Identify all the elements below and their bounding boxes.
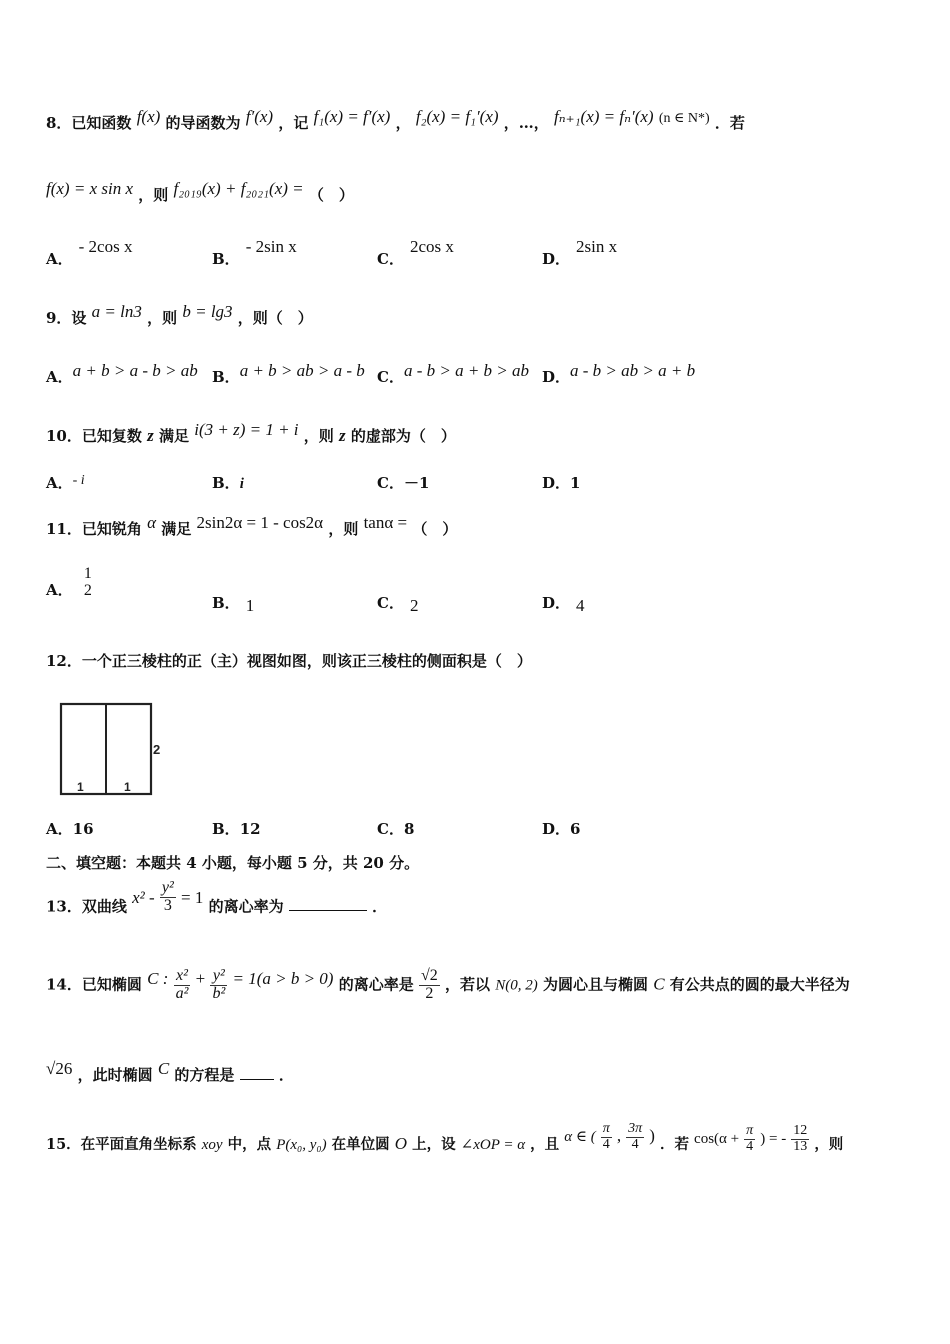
q14-text-f: ，此时椭圆 [77,1066,153,1084]
q14-text-g: 的方程是 [174,1066,235,1084]
q15-cos-fraction: $\frac{\pi}{4}$ [746,1123,754,1154]
q13-text-b: 的离心率为 [208,897,284,916]
q8-option-a-value: - 2cos x [78,237,133,256]
q14-eccentricity: $\frac{√2}{2}$ [420,967,438,1002]
q12-figure-label-right: 1 [124,780,131,794]
q8-text-e: ，则 [138,186,169,204]
q15-text-c: 在单位圆 [331,1136,390,1154]
q9-option-b-value: a + b > ab > a - b [239,361,365,380]
q11-option-c[interactable]: C． 2 [377,594,419,615]
q9-option-c[interactable]: C．a - b > a + b > ab [377,361,530,386]
q13-expr-x2: x² - [132,888,155,908]
q13-end: ． [372,897,388,916]
q14-var-c: C [653,974,665,994]
q13-text-a: 13．双曲线 [46,897,127,916]
q14-expr-cond: = 1(a > b > 0) [232,969,334,989]
q15-expr-xoy: xoy [201,1137,223,1154]
q10-option-b[interactable]: B．i [212,474,244,492]
q8-expr-fn: fₙ₊₁(x) = fₙ′(x) [554,107,654,126]
q9-option-b[interactable]: B．a + b > ab > a - b [212,361,365,386]
q14-fraction-y: $\frac{\text{y²}}{\text{b²}}$ [212,967,226,1002]
q15-range-end: $\frac{3\pi}{4}$ [628,1121,643,1152]
q8-expr-f1: f₁(x) = f′(x) [313,107,391,126]
q14-expr-c: C : [147,969,169,989]
q12-option-c[interactable]: C．8 [377,820,415,838]
q12-option-d-value: 6 [570,820,581,838]
q14-text-d: 为圆心且与椭圆 [542,975,648,994]
q12-figure-label-left: 1 [77,780,84,794]
q10-option-c-value: －1 [403,474,430,492]
q15-range-start: $\frac{\pi}{4}$ [602,1121,610,1152]
q8-option-a[interactable]: A．- 2cos x [46,237,133,268]
q11-option-d-value: 4 [576,596,585,615]
q9-option-d[interactable]: D．a - b > ab > a + b [542,361,696,386]
q11-option-b[interactable]: B． 1 [212,594,255,615]
q8-expr-f2: f₂(x) = f₁′(x) [415,107,499,126]
q8-option-d[interactable]: D．2sin x [542,237,618,268]
q13-expr-eq: = 1 [181,888,204,908]
q8-text-c: ，记 [278,114,309,132]
q10-var-z-2: z [339,426,346,445]
q8-expr-fx: f(x) [136,107,161,126]
q12-stem: 12．一个正三棱柱的正（主）视图如图，则该正三棱柱的侧面积是（ ） [46,652,532,670]
q8-text-a: 8．已知函数 [46,114,132,132]
q15-text-f: ．若 [659,1136,689,1154]
q8-stem-line1: 8．已知函数 f(x) 的导函数为 f′(x) ，记 f₁(x) = f′(x) ， f₂(x) = f₁′(x) ，…， fₙ₊₁(x) = fₙ′(x) (n ∈ N*) ．若 [46,107,745,132]
q11-option-b-value: 1 [245,596,255,615]
q10-option-a-value: - i [72,473,85,488]
q13-stem [46,879,388,925]
q14-fraction-x: $\frac{\text{x²}}{\text{a²}}$ [175,967,189,1002]
q8-expr-ask: f₂₀₁₉(x) + f₂₀₂₁(x) = [173,179,304,198]
q12-option-b[interactable]: B．12 [212,820,261,838]
q11-text-a: 11．已知锐角 [46,520,142,538]
q14-stem-line1 [46,968,850,1003]
q9-option-a-value: a + b > a - b > ab [72,361,198,380]
q15-text-d: 上，设 [412,1136,456,1154]
q8-paren: （ ） [308,186,354,204]
q8-option-b-value: - 2sin x [245,237,297,256]
q11-expr-tan: tanα = [363,513,408,532]
q8-text-d: ．若 [714,114,745,132]
q14-text-a: 14．已知椭圆 [46,975,142,994]
q15-expr-p: P(x₀, y₀) [276,1137,327,1154]
q10-stem [46,420,456,446]
q10-text-b: 满足 [158,427,189,445]
q9-expr-a: a = ln3 [91,302,142,321]
q12-option-a-value: 16 [72,820,94,838]
q9-option-d-value: a - b > ab > a + b [570,361,696,380]
q10-option-b-value: i [239,476,244,492]
q15-text-a: 15．在平面直角坐标系 [46,1136,197,1154]
q15-comma: , [616,1126,622,1146]
q14-plus: + [195,969,206,989]
section-2-heading: 二、填空题：本题共 4 小题，每小题 5 分，共 20 分。 [46,854,420,872]
q9-text-b: ，则 [147,309,178,327]
q9-option-a[interactable]: A．a + b > a - b > ab [46,361,198,386]
q10-option-a[interactable]: A．- i [46,473,85,492]
q8-option-c[interactable]: C．2cos x [377,237,454,268]
q10-text-c: ，则 [303,427,334,445]
q13-fraction: $\frac{\text{y²}}{3}$ [161,879,174,914]
q14-stem-line2 [46,1059,294,1085]
q9-text-c: ，则（ ） [237,309,313,327]
q11-text-c: ，则 [328,520,359,538]
q12-option-d[interactable]: D．6 [542,820,581,838]
q11-stem [46,513,458,539]
q15-text-g: ，则 [814,1136,844,1154]
q8-ellipsis: ，…， [503,114,549,132]
q12-figure-label-height: 2 [153,742,161,757]
q9-stem [46,302,313,328]
q11-var-alpha: α [147,513,157,532]
q11-expr: 2sin2α = 1 - cos2α [196,513,324,532]
q14-expr-radius: √26 [46,1059,73,1078]
q14-text-c: ，若以 [444,975,490,994]
q14-answer-blank[interactable] [240,1065,274,1080]
q14-var-c-2: C [157,1059,170,1078]
q8-expr-n: (n ∈ N*) [658,111,710,126]
q15-expr-eq: ) = - [760,1131,787,1148]
q14-end: ． [278,1066,294,1084]
q15-text-e: ，且 [530,1136,560,1154]
q15-expr-cos: cos(α + [694,1131,740,1148]
q8-option-c-value: 2cos x [409,237,454,256]
q15-value-fraction: $\frac{12}{13}$ [793,1123,808,1154]
q8-stem-line2 [46,179,354,205]
q8-expr-fprime: f′(x) [245,107,274,126]
q8-option-b[interactable]: B．- 2sin x [212,237,297,268]
q10-text-d: 的虚部为（ ） [350,427,456,445]
q12-option-a[interactable]: A．16 [46,820,94,838]
q13-answer-blank[interactable] [289,896,367,911]
q9-expr-b: b = lg3 [182,302,233,321]
q11-option-a[interactable]: A． 1 2 [46,565,92,599]
q10-option-d[interactable]: D．1 [542,474,581,492]
q12-front-view-figure [48,696,178,800]
q12-option-b-value: 12 [239,820,261,838]
q14-text-e: 有公共点的圆的最大半径为 [669,975,850,994]
q15-var-o: O [394,1134,408,1154]
q15-text-b: 中，点 [227,1136,272,1154]
q10-expr: i(3 + z) = 1 + i [194,420,299,439]
q10-text-a: 10．已知复数 [46,427,142,445]
q11-option-c-value: 2 [409,596,419,615]
q15-stem [46,1121,844,1160]
q11-option-a-fraction: 1 2 [83,565,92,599]
q10-option-c[interactable]: C．－1 [377,474,430,492]
q11-paren: （ ） [412,520,458,538]
q8-option-d-value: 2sin x [576,237,618,256]
q8-expr-given: f(x) = x sin x [46,179,133,198]
q11-text-b: 满足 [161,520,192,538]
q12-option-c-value: 8 [403,820,415,838]
q14-expr-n: N(0, 2) [495,977,538,994]
q9-option-c-value: a - b > a + b > ab [403,361,530,380]
q9-text-a: 9．设 [46,309,87,327]
q15-rparen: ) [649,1126,655,1146]
q15-expr-in: α ∈ ( [564,1129,596,1146]
q14-text-b: 的离心率是 [338,975,414,994]
q15-expr-angle: ∠xOP = α [460,1137,526,1154]
q11-option-d[interactable]: D． 4 [542,594,585,615]
q10-var-z: z [147,426,154,445]
q8-text-b: 的导函数为 [165,114,241,132]
q10-option-d-value: 1 [570,474,581,492]
